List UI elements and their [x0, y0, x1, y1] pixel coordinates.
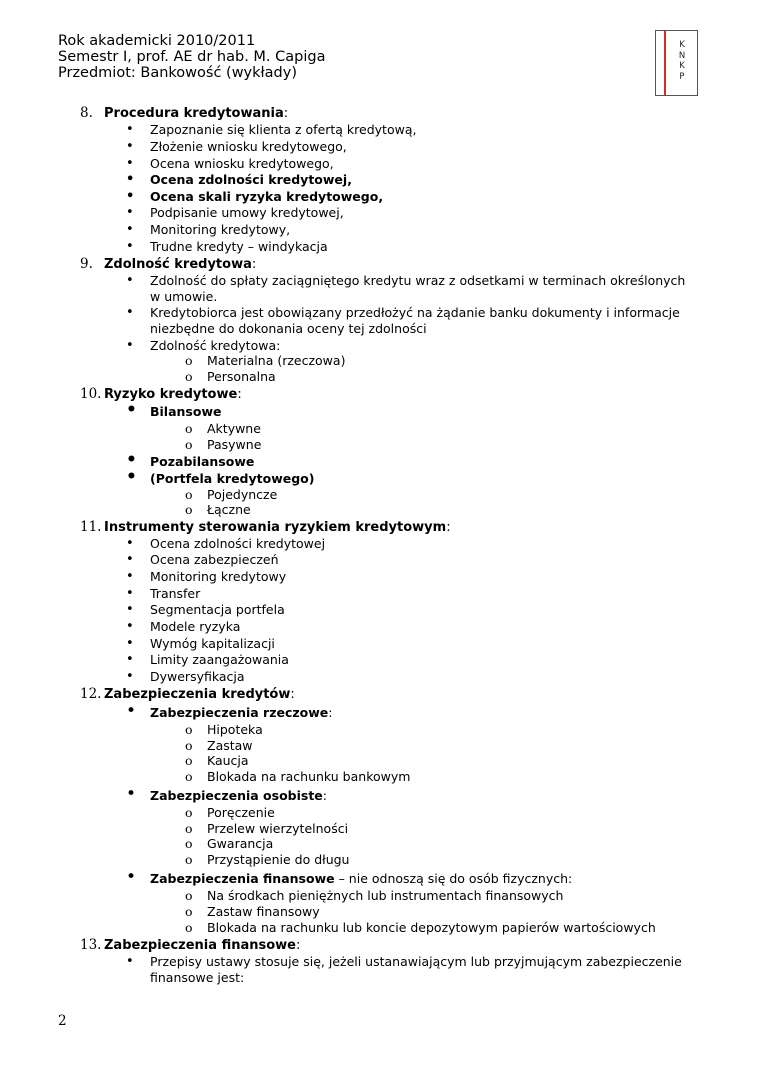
- sub-list-item: o Zastaw finansowy: [207, 904, 320, 919]
- section-heading-12: 12. Zabezpieczenia kredytów:: [80, 686, 295, 702]
- section-heading-11: 11. Instrumenty sterowania ryzykiem kredytowym:: [80, 519, 451, 535]
- sub-list-item: o Łączne: [207, 502, 251, 517]
- list-item: • Zdolność do spłaty zaciągniętego kredytu wraz z odsetkami w terminach określonych: [150, 273, 685, 288]
- list-item: • Zabezpieczenia finansowe – nie odnoszą się do osób fizycznych:: [150, 871, 572, 886]
- list-item: • Zabezpieczenia osobiste:: [150, 788, 327, 803]
- list-item: • Monitoring kredytowy: [150, 569, 286, 584]
- list-item: • Transfer: [150, 586, 200, 601]
- sub-list-item: o Hipoteka: [207, 722, 263, 737]
- section-heading-8: 8. Procedura kredytowania:: [80, 105, 289, 121]
- list-item: • Ocena zabezpieczeń: [150, 552, 279, 567]
- list-item: • Pozabilansowe: [150, 454, 254, 469]
- sub-list-item: o Na środkach pieniężnych lub instrumentach finansowych: [207, 888, 563, 903]
- list-item: • Modele ryzyka: [150, 619, 240, 634]
- logo-red-bar: [664, 31, 666, 95]
- header-subject: Przedmiot: Bankowość (wykłady): [58, 65, 297, 81]
- list-item: • Segmentacja portfela: [150, 602, 285, 617]
- list-item: • Ocena wniosku kredytowego,: [150, 156, 334, 171]
- list-item: • Monitoring kredytowy,: [150, 222, 290, 237]
- list-item: • Limity zaangażowania: [150, 652, 289, 667]
- list-item: • Ocena zdolności kredytowej,: [150, 172, 352, 187]
- list-item-continuation: finansowe jest:: [150, 970, 245, 985]
- sub-list-item: o Aktywne: [207, 421, 261, 436]
- list-item: • Wymóg kapitalizacji: [150, 636, 275, 651]
- sub-list-item: o Blokada na rachunku bankowym: [207, 769, 410, 784]
- sub-list-item: o Przystąpienie do długu: [207, 852, 349, 867]
- logo-letters: K N K P: [678, 40, 686, 82]
- sub-list-item: o Pojedyncze: [207, 487, 277, 502]
- page-number: 2: [58, 1013, 67, 1029]
- list-item: • Bilansowe: [150, 404, 221, 419]
- list-item: • Dywersyfikacja: [150, 669, 245, 684]
- list-item: • Zapoznanie się klienta z ofertą kredytową,: [150, 122, 416, 137]
- sub-list-item: o Gwarancja: [207, 836, 273, 851]
- list-item-continuation: w umowie.: [150, 289, 218, 304]
- sub-list-item: o Kaucja: [207, 753, 249, 768]
- section-heading-10: 10. Ryzyko kredytowe:: [80, 386, 242, 402]
- list-item: • Podpisanie umowy kredytowej,: [150, 205, 344, 220]
- sub-list-item: o Pasywne: [207, 437, 261, 452]
- sub-list-item: o Poręczenie: [207, 805, 275, 820]
- list-item: • Przepisy ustawy stosuje się, jeżeli ustanawiającym lub przyjmującym zabezpieczenie: [150, 954, 682, 969]
- sub-list-item: o Personalna: [207, 369, 276, 384]
- sub-list-item: o Blokada na rachunku lub koncie depozytowym papierów wartościowych: [207, 920, 656, 935]
- header-academic-year: Rok akademicki 2010/2011: [58, 33, 256, 49]
- sub-list-item: o Zastaw: [207, 738, 253, 753]
- knkp-logo: [655, 30, 698, 96]
- list-item: • Trudne kredyty – windykacja: [150, 239, 328, 254]
- sub-list-item: o Materialna (rzeczowa): [207, 353, 345, 368]
- list-item: • Zabezpieczenia rzeczowe:: [150, 705, 332, 720]
- list-item-continuation: niezbędne do dokonania oceny tej zdolności: [150, 321, 427, 336]
- list-item: • Ocena skali ryzyka kredytowego,: [150, 189, 383, 204]
- list-item: • Zdolność kredytowa:: [150, 338, 280, 353]
- list-item: • Kredytobiorca jest obowiązany przedłożyć na żądanie banku dokumenty i informacje: [150, 305, 680, 320]
- section-heading-9: 9. Zdolność kredytowa:: [80, 256, 257, 272]
- section-heading-13: 13. Zabezpieczenia finansowe:: [80, 937, 301, 953]
- list-item: • Złożenie wniosku kredytowego,: [150, 139, 347, 154]
- sub-list-item: o Przelew wierzytelności: [207, 821, 348, 836]
- list-item: • Ocena zdolności kredytowej: [150, 536, 325, 551]
- document-header: [58, 33, 326, 81]
- header-semester: Semestr I, prof. AE dr hab. M. Capiga: [58, 49, 326, 65]
- list-item: • (Portfela kredytowego): [150, 471, 314, 486]
